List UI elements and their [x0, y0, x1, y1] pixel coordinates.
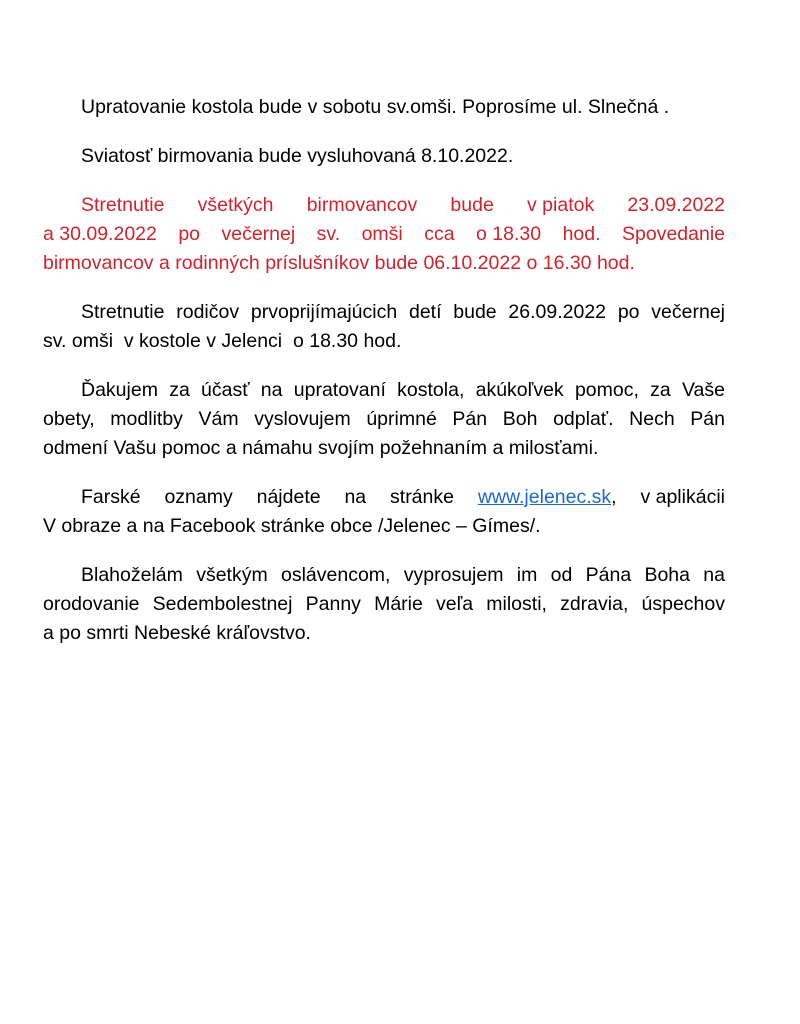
text-segment: , [611, 486, 617, 508]
text-segment: 23.09.2022 [627, 194, 725, 216]
text-line [43, 191, 725, 220]
text-segment: obety, modlitby Vám vyslovujem úprimné Pán Boh odplať. Nech Pán [43, 408, 725, 430]
text-segment-nowrap: v piatok [527, 194, 595, 216]
text-line [43, 434, 725, 463]
text-segment: po večernej sv. omši cca [178, 223, 455, 245]
paragraph-thanks [43, 376, 725, 463]
parish-website-link[interactable]: www.jelenec.sk [477, 486, 612, 508]
text-segment: Stretnutie rodičov prvoprijímajúcich detí bude 26.09.2022 po večernej [81, 301, 725, 323]
text-segment-nowrap: v aplikácii [640, 486, 725, 508]
text-segment-nowrap: o 18.30 [476, 223, 542, 245]
text-segment: Blahoželám všetkým oslávencom, vyprosujem im od Pána Boha na [81, 564, 725, 586]
text-segment: birmovancov a rodinných príslušníkov bude 06.10.2022 o 16.30 hod. [43, 252, 635, 274]
text-segment: hod. Spovedanie [562, 223, 725, 245]
text-line [43, 93, 725, 122]
text-line [43, 298, 725, 327]
text-segment: sv. omši v kostole v Jelenci o 18.30 hod. [43, 330, 402, 352]
text-segment: Sviatosť birmovania bude vysluhovaná 8.10.2022. [81, 145, 514, 167]
text-segment: odmení Vašu pomoc a námahu svojím požehnaním a milosťami. [43, 437, 599, 459]
paragraph-parish-announcements [43, 483, 725, 541]
text-line [43, 512, 725, 541]
text-line [43, 249, 725, 278]
text-line [43, 220, 725, 249]
text-line [43, 327, 725, 356]
text-segment: Stretnutie všetkých birmovancov bude [81, 194, 494, 216]
paragraph-confirmation-date [43, 142, 725, 171]
text-line [43, 590, 725, 619]
text-segment-nowrap: a 30.09.2022 [43, 223, 157, 245]
text-segment: V obraze a na Facebook stránke obce /Jelenec – Gímes/. [43, 515, 541, 537]
text-segment: a po smrti Nebeské kráľovstvo. [43, 622, 311, 644]
text-line [43, 376, 725, 405]
paragraph-birthday-wishes [43, 561, 725, 648]
text-line [43, 483, 725, 512]
text-line [43, 405, 725, 434]
text-line [43, 619, 725, 648]
text-segment: Ďakujem za účasť na upratovaní kostola, akúkoľvek pomoc, za Vaše [81, 379, 725, 401]
text-segment: Farské oznamy nájdete na stránke [81, 486, 454, 508]
paragraph-confirmation-meetings [43, 191, 725, 278]
text-segment: Upratovanie kostola bude v sobotu sv.omši. Poprosíme ul. Slnečná . [81, 96, 670, 118]
paragraph-first-communion-parents-meeting [43, 298, 725, 356]
text-segment: orodovanie Sedembolestnej Panny Márie veľa milosti, zdravia, úspechov [43, 593, 725, 615]
paragraph-church-cleaning [43, 93, 725, 122]
text-line [43, 561, 725, 590]
text-line [43, 142, 725, 171]
